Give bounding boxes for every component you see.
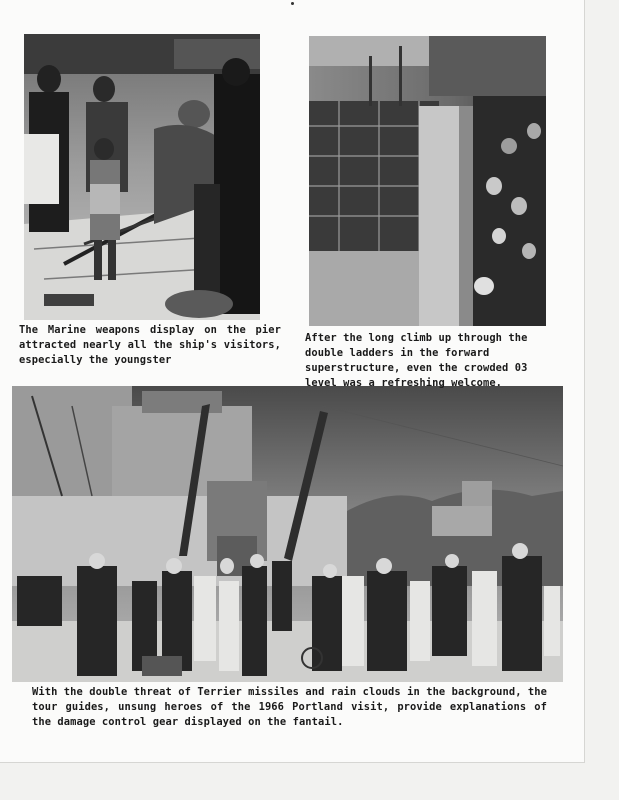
page-dot bbox=[291, 2, 294, 5]
photo-crowded-03-level bbox=[309, 36, 546, 326]
photo-fantail-terrier-missiles bbox=[12, 386, 563, 682]
photo-marine-weapons-display bbox=[24, 34, 260, 320]
caption-marine-display: The Marine weapons display on the pier attracted nearly all the ship's visitors, especially the youngster bbox=[19, 324, 281, 366]
caption-fantail: With the double threat of Terrier missiles and rain clouds in the background, the tour guides, unsung heroes of the 1966 Portland visit, provide explanations of the damage control gear displayed on the fantail. bbox=[32, 686, 547, 728]
caption-03-level: After the long climb up through the double ladders in the forward superstructure, even the crowded 03 level was a refreshing welcome. bbox=[305, 332, 528, 389]
